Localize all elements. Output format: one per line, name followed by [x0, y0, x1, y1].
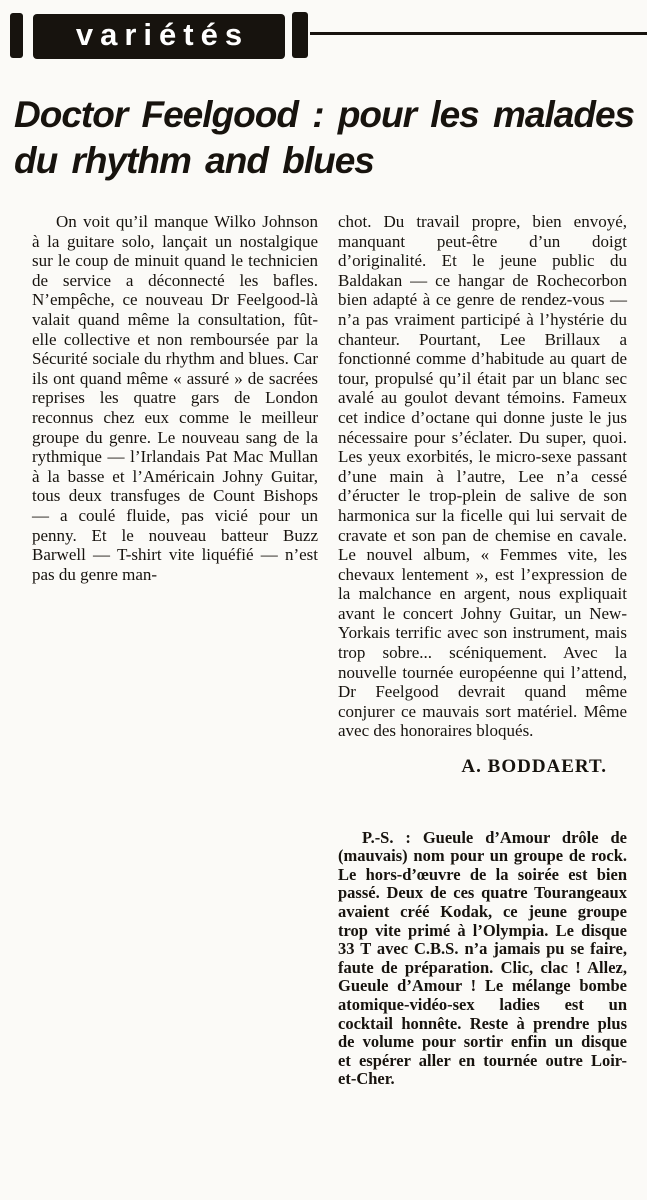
author-signature: A. BODDAERT. [461, 756, 607, 778]
headline-line-2: du rhythm and blues [14, 140, 374, 181]
section-label-box [33, 14, 285, 59]
header-left-bar-decoration [10, 13, 23, 58]
header-right-bar-decoration [292, 12, 308, 58]
article-column-left [32, 212, 318, 584]
postscript-paragraph: P.-S. : Gueule d’Amour drôle de (mauvais) nom pour un groupe de rock. Le hors-d’œuvre de la soirée est bien passé. Deux de ces quatre Tourangeaux avaient créé Kodak, ce jeune groupe trop vite primé à l’Olympia. Le disque 33 T avec C.B.S. n’a jamais pu se faire, faute de préparation. Clic, clac ! Allez, Gueule d’Amour ! Le mélange bombe atomique-vidéo-sex ladies est un cocktail honnête. Reste à prendre plus de volume pour sortir enfin un disque et espérer aller en tournée outre Loir-et-Cher. [338, 827, 627, 1089]
headline-line-1: Doctor Feelgood : pour les malades [14, 94, 635, 135]
header-horizontal-rule [310, 32, 647, 35]
article-text-left-column: On voit qu’il manque Wilko Johnson à la guitare solo, lançait un nostalgique sur le coup de minuit quand le technicien de service a déconnecté les bafles. N’empêche, ce nouveau Dr Feelgood-là valait quand même la consultation, fût-elle collective et non remboursée par la Sécurité sociale du rhythm and blues. Car ils ont quand même « assuré » de sacrées reprises les quatre gars de London reconnus chez eux comme le meilleur groupe du genre. Le nouveau sang de la rythmique — l’Irlandais Pat Mac Mullan à la basse et l’Américain Johny Guitar, tous deux transfuges de Count Bishops — a coulé fluide, pas vicié pour un penny. Et le nouveau batteur Buzz Barwell — T-shirt vite liquéfié — n’est pas du genre man- [32, 212, 318, 584]
article-column-right [338, 212, 627, 1089]
article-headline [14, 92, 646, 184]
article-text-right-column: chot. Du travail propre, bien envoyé, manquant peut-être d’un doigt d’originalité. Et le jeune public du Baldakan — ce hangar de Rochecorbon bien adapté à ce genre de rendez-vous — n’a pas vraiment participé à l’hystérie du chanteur. Pourtant, Lee Brillaux a fonctionné comme d’habitude au quart de tour, propulsé qu’il était par un blanc sec avalé au goulot devant témoins. Fameux cet indice d’octane qui donne juste le jus nécessaire pour s’éclater. Du super, quoi. Les yeux exorbités, le micro-sexe passant d’une main à l’autre, Lee n’a cessé d’éructer le trop-plein de salive de son harmonica sur la ficelle qui lui servait de cravate et son pan de chemise en cavale. Le nouvel album, « Femmes vite, les chevaux lentement », est l’expression de la malchance en argent, nous expliquait avant le concert Johny Guitar, un New-Yorkais terrific avec son instrument, mais trop sobre... scéniquement. Avec la nouvelle tournée européenne qui l’attend, Dr Feelgood devrait quand même conjurer ce mauvais sort matériel. Même avec des honoraires bloqués. [338, 212, 627, 741]
section-header [0, 0, 647, 70]
section-label: variétés [75, 17, 250, 52]
